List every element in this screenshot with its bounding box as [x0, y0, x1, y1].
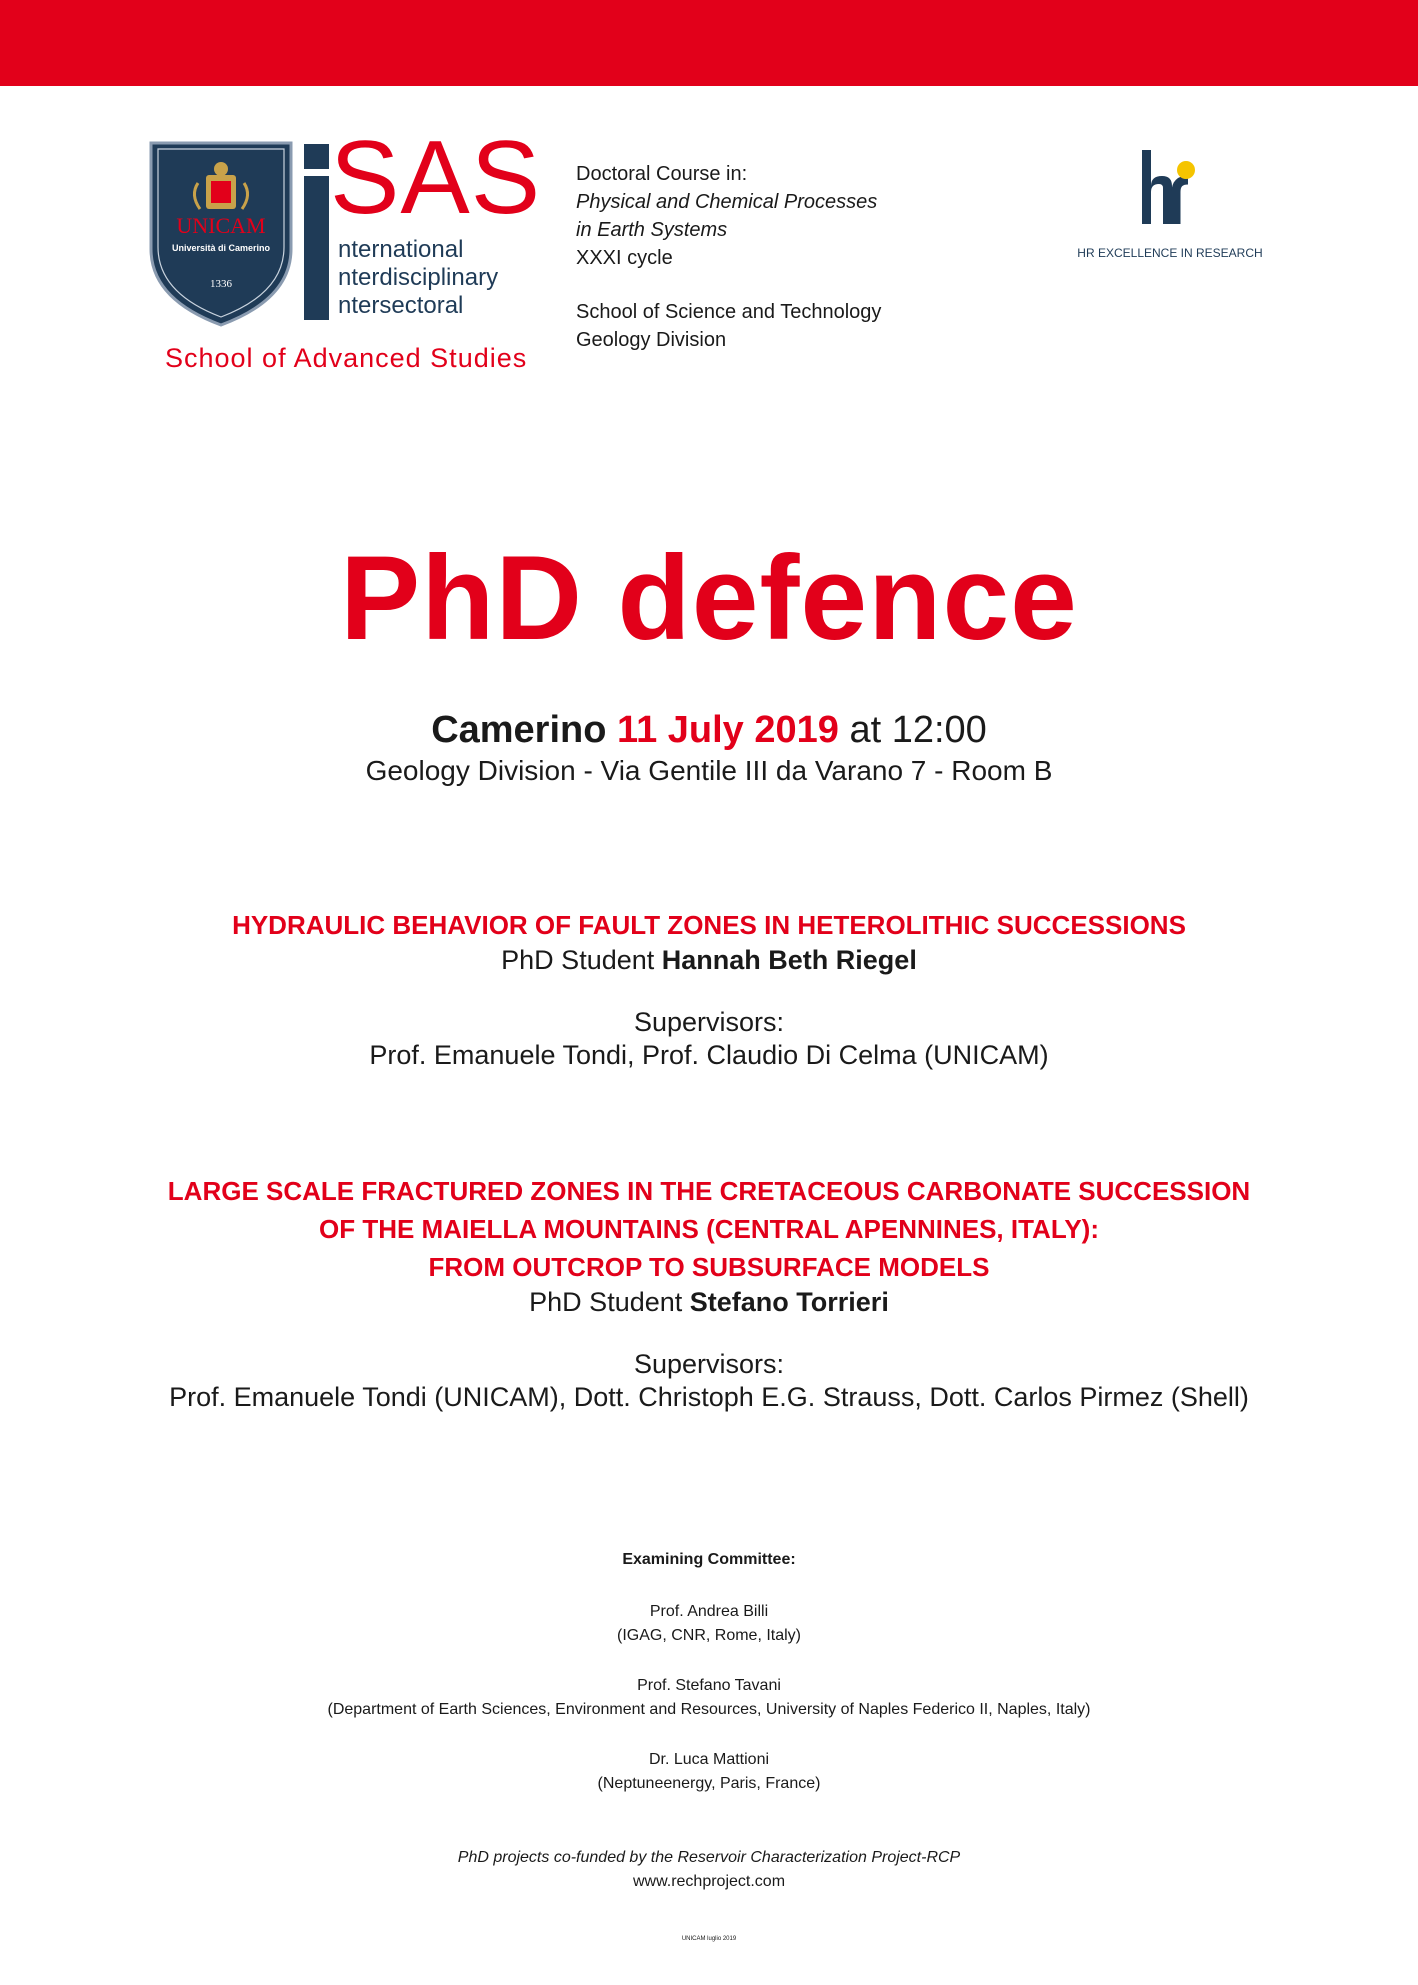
supervisors-list: Prof. Emanuele Tondi (UNICAM), Dott. Christoph E.G. Strauss, Dott. Carlos Pirmez (Shell): [169, 1381, 1249, 1412]
isas-line-international: nternational: [338, 236, 464, 263]
student-label: PhD Student: [529, 1287, 683, 1317]
course-cycle: XXXI cycle: [576, 247, 673, 269]
student-name: Stefano Torrieri: [689, 1287, 889, 1317]
funding-note: PhD projects co-funded by the Reservoir Characterization Project-RCP: [457, 1849, 961, 1866]
isas-sas-letters: SAS: [330, 120, 542, 236]
thesis-block-1: [0, 906, 1418, 1071]
thesis-student: [0, 944, 1418, 976]
event-date: 11 July 2019: [617, 709, 839, 751]
project-website: www.rechproject.com: [632, 1873, 786, 1890]
hr-excellence-caption: HR EXCELLENCE IN RESEARCH: [1077, 246, 1263, 260]
supervisors-label: Supervisors:: [633, 1349, 785, 1380]
thesis-title-line-2: OF THE MAIELLA MOUNTAINS (CENTRAL APENNINES, ITALY):: [319, 1214, 1099, 1244]
top-red-band: [0, 0, 1418, 86]
isas-line-intersectoral: ntersectoral: [338, 292, 464, 319]
funding-footer: [0, 1846, 1418, 1894]
course-school: School of Science and Technology: [576, 301, 882, 323]
thesis-title-line-3: FROM OUTCROP TO SUBSURFACE MODELS: [428, 1252, 990, 1282]
course-info: [576, 160, 881, 354]
hr-excellence-logo: [1120, 148, 1200, 228]
school-of-advanced-studies: School of Advanced Studies: [165, 343, 528, 373]
thesis-block-2: [0, 1172, 1418, 1413]
isas-line-interdisciplinary: nterdisciplinary: [338, 264, 499, 291]
thesis-title: HYDRAULIC BEHAVIOR OF FAULT ZONES IN HETEROLITHIC SUCCESSIONS: [232, 910, 1186, 940]
course-name-line1: Physical and Chemical Processes: [576, 191, 878, 213]
course-division: Geology Division: [576, 329, 727, 351]
student-name: Hannah Beth Riegel: [661, 945, 917, 975]
committee-heading: Examining Committee:: [622, 1551, 796, 1568]
unicam-shield-logo: [146, 139, 296, 329]
isas-descriptor: [338, 236, 498, 320]
course-label: Doctoral Course in:: [576, 163, 748, 185]
event-city: Camerino: [431, 709, 607, 751]
committee-member-name: Dr. Luca Mattioni: [648, 1751, 770, 1768]
event-datetime: [0, 708, 1418, 754]
thesis-student: [0, 1286, 1418, 1318]
unicam-year: 1336: [210, 278, 232, 290]
event-time: at 12:00: [849, 709, 987, 751]
supervisors-label: Supervisors:: [633, 1007, 785, 1038]
supervisors-list: Prof. Emanuele Tondi, Prof. Claudio Di Celma (UNICAM): [369, 1039, 1049, 1070]
committee-member-name: Prof. Stefano Tavani: [637, 1677, 781, 1694]
event-location: Geology Division - Via Gentile III da Varano 7 - Room B: [365, 755, 1053, 786]
thesis-title-line-1: LARGE SCALE FRACTURED ZONES IN THE CRETACEOUS CARBONATE SUCCESSION: [167, 1176, 1251, 1206]
unicam-wordmark: UNICAM: [176, 213, 266, 238]
committee-member-affiliation: (IGAG, CNR, Rome, Italy): [616, 1627, 802, 1644]
committee-member-affiliation: (Department of Earth Sciences, Environment and Resources, University of Naples Federico II, Naples, Italy): [327, 1701, 1091, 1718]
unicam-subtitle: Università di Camerino: [171, 243, 271, 253]
isas-i-stem: [304, 176, 329, 320]
committee-member-name: Prof. Andrea Billi: [649, 1603, 769, 1620]
examining-committee: [0, 1548, 1418, 1796]
isas-i-dot: [304, 144, 329, 169]
student-label: PhD Student: [501, 945, 655, 975]
course-name-line2: in Earth Systems: [576, 219, 728, 241]
committee-member-affiliation: (Neptuneenergy, Paris, France): [597, 1775, 821, 1792]
page-title: PhD defence: [340, 531, 1078, 665]
print-note: UNICAM luglio 2019: [681, 1936, 737, 1942]
